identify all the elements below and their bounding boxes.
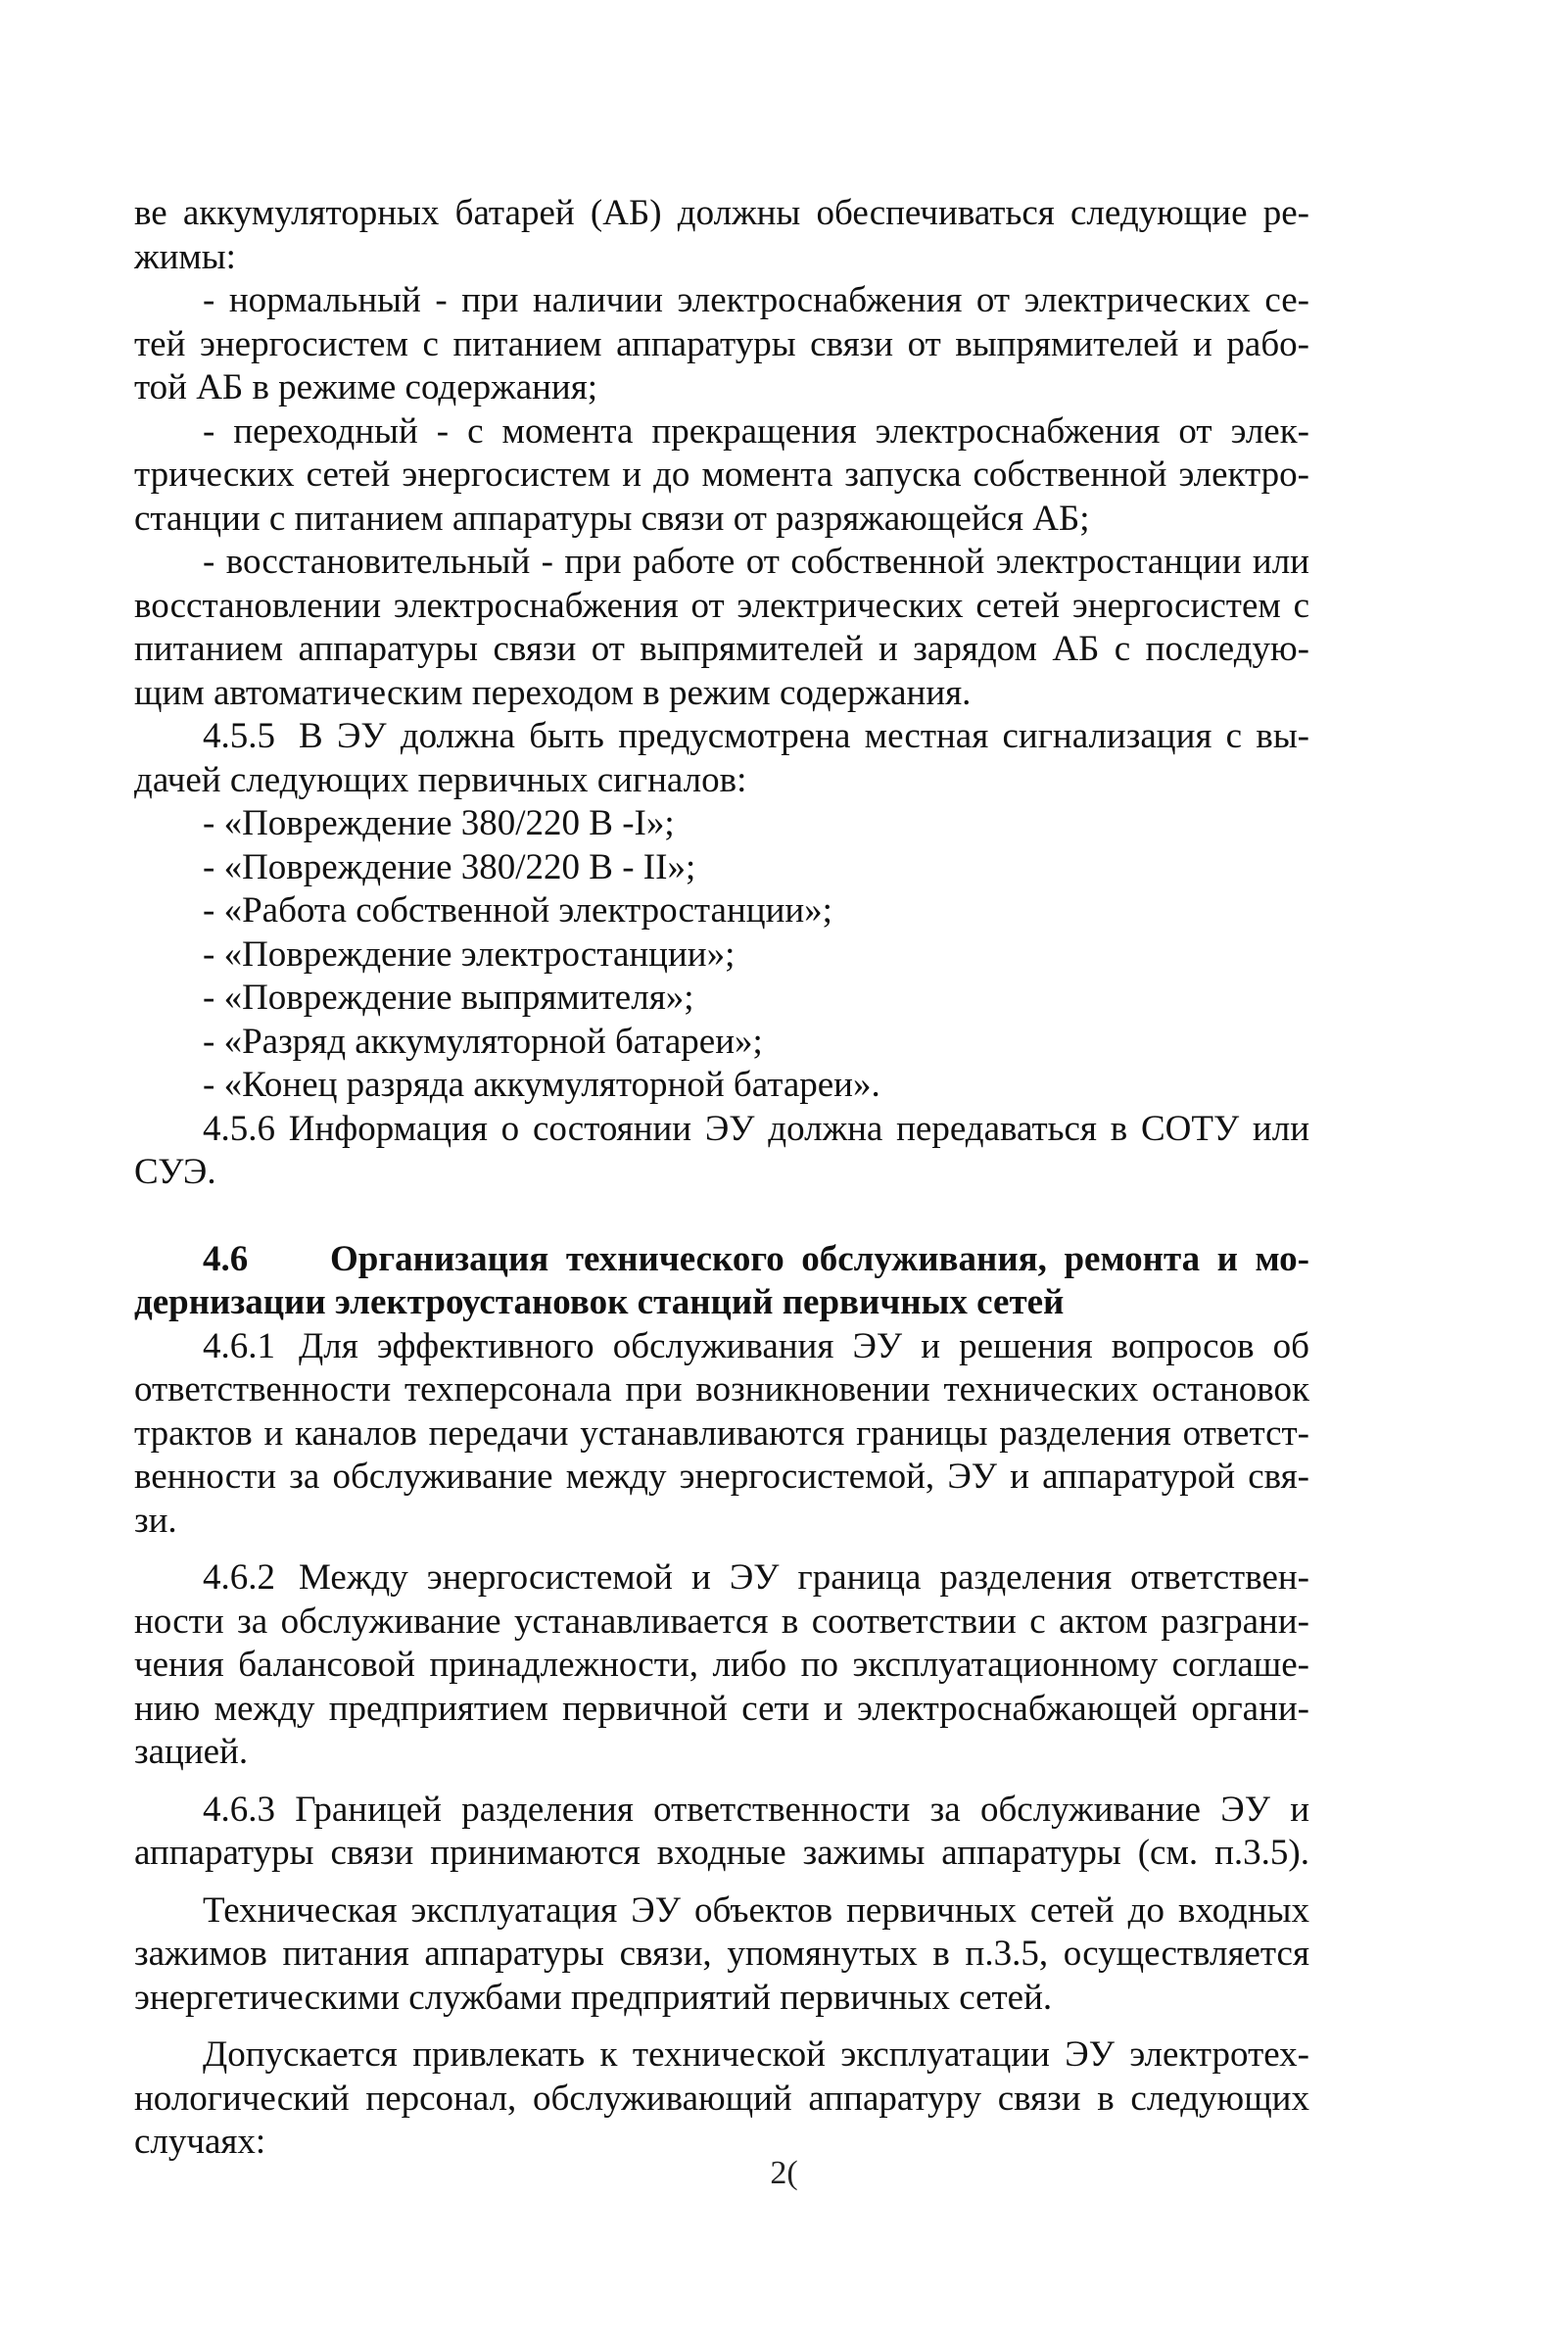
section-title-line2: дернизации электроустановок станций первичных сетей [134,1282,1065,1322]
signal-item: - «Повреждение 380/220 В - II»; [203,846,696,887]
text-line: энергетическими службами предприятий первичных сетей. [134,1977,1053,2018]
text-line: нологический персонал, обслуживающий аппаратуру связи в следующих [134,2078,1309,2119]
text-line: станции с питанием аппаратуры связи от разряжающейся АБ; [134,498,1090,539]
text-line: восстановлении электроснабжения от электрических сетей энергосистем с [134,585,1309,626]
text-line: случаях: [134,2122,266,2162]
text-line: СУЭ. [134,1152,216,1192]
clause-4-5-6: 4.5.6 Информация о состоянии ЭУ должна передаваться в СОТУ или [203,1108,1309,1149]
text-line: зацией. [134,1732,249,1772]
text-line: чения балансовой принадлежности, либо по эксплуатационному соглаше- [134,1645,1309,1685]
text-line: зажимов питания аппаратуры связи, упомянутых в п.3.5, осуществляется [134,1934,1309,1974]
clause-number: 4.6.1 [203,1325,275,1366]
section-spacer [134,1195,1309,1238]
clause-text: В ЭУ должна быть предусмотрена местная сигнализация с вы- [299,716,1309,756]
text-line: жимы: [134,236,236,277]
text-line: аппаратуры связи принимаются входные зажимы аппаратуры (см. п.3.5). [134,1833,1309,1873]
text-line: дачей следующих первичных сигналов: [134,759,747,800]
clause-number: 4.5.5 [203,716,275,756]
list-item-recovery-mode: - восстановительный - при работе от собственной электростанции или [203,542,1309,582]
text-line: трактов и каналов передачи устанавливаются границы разделения ответст- [134,1412,1309,1454]
list-item-normal-mode: - нормальный - при наличии электроснабжения от электрических се- [203,280,1309,320]
section-title-line1: Организация технического обслуживания, ремонта и мо- [330,1238,1309,1279]
text-line: тей энергосистем с питанием аппаратуры связи от выпрямителей и рабо- [134,323,1309,364]
clause-text: Для эффективного обслуживания ЭУ и решения вопросов об [299,1325,1309,1366]
text-line: щим автоматическим переходом в режим содержания. [134,672,972,713]
signal-item: - «Конец разряда аккумуляторной батареи». [203,1065,880,1105]
paragraph-spacer [134,1775,1309,1789]
text-line: ответственности техперсонала при возникновении технических остановок [134,1369,1309,1410]
text-line: нию между предприятием первичной сети и электроснабжающей органи- [134,1688,1309,1729]
text-line: венности за обслуживание между энергосистемой, ЭУ и аппаратурой свя- [134,1457,1309,1497]
text-line: той АБ в режиме содержания; [134,367,598,407]
signal-item: - «Повреждение электростанции»; [203,933,736,975]
clause-4-6-3: 4.6.3 Границей разделения ответственности за обслуживание ЭУ и [203,1789,1309,1830]
section-heading-4-6 [134,1238,1309,1282]
text-line: трических сетей энергосистем и до момента запуска собственной электро- [134,454,1309,495]
list-item-transition-mode: - переходный - с момента прекращения электроснабжения от элек- [203,410,1309,452]
section-number: 4.6 [203,1238,249,1279]
paragraph-spacer [134,2020,1309,2033]
paragraph-tech-exploitation: Техническая эксплуатация ЭУ объектов первичных сетей до входных [203,1889,1309,1931]
signal-item: - «Повреждение выпрямителя»; [203,978,694,1018]
paragraph-spacer [134,1543,1309,1556]
signal-item: - «Работа собственной электростанции»; [203,890,832,931]
paragraph-personnel: Допускается привлекать к технической эксплуатации ЭУ электротех- [203,2034,1309,2075]
text-line: зи. [134,1500,177,1541]
clause-4-6-1 [134,1325,1309,1369]
paragraph-spacer [134,1876,1309,1889]
text-line: ве аккумуляторных батарей (АБ) должны обеспечиваться следующие ре- [134,193,1309,233]
text-line: питанием аппаратуры связи от выпрямителей и зарядом АБ с последую- [134,629,1309,669]
clause-text: Между энергосистемой и ЭУ граница разделения ответствен- [299,1557,1309,1598]
text-line: ности за обслуживание устанавливается в соответствии с актом разграни- [134,1601,1309,1642]
page-number: 2( [770,2155,798,2191]
clause-4-6-2 [134,1556,1309,1601]
clause-number: 4.6.2 [203,1557,275,1598]
clause-4-5-5 [134,715,1309,759]
signal-item: - «Разряд аккумуляторной батареи»; [203,1021,763,1062]
signal-item: - «Повреждение 380/220 В -I»; [203,803,675,843]
document-body [134,192,1309,2165]
